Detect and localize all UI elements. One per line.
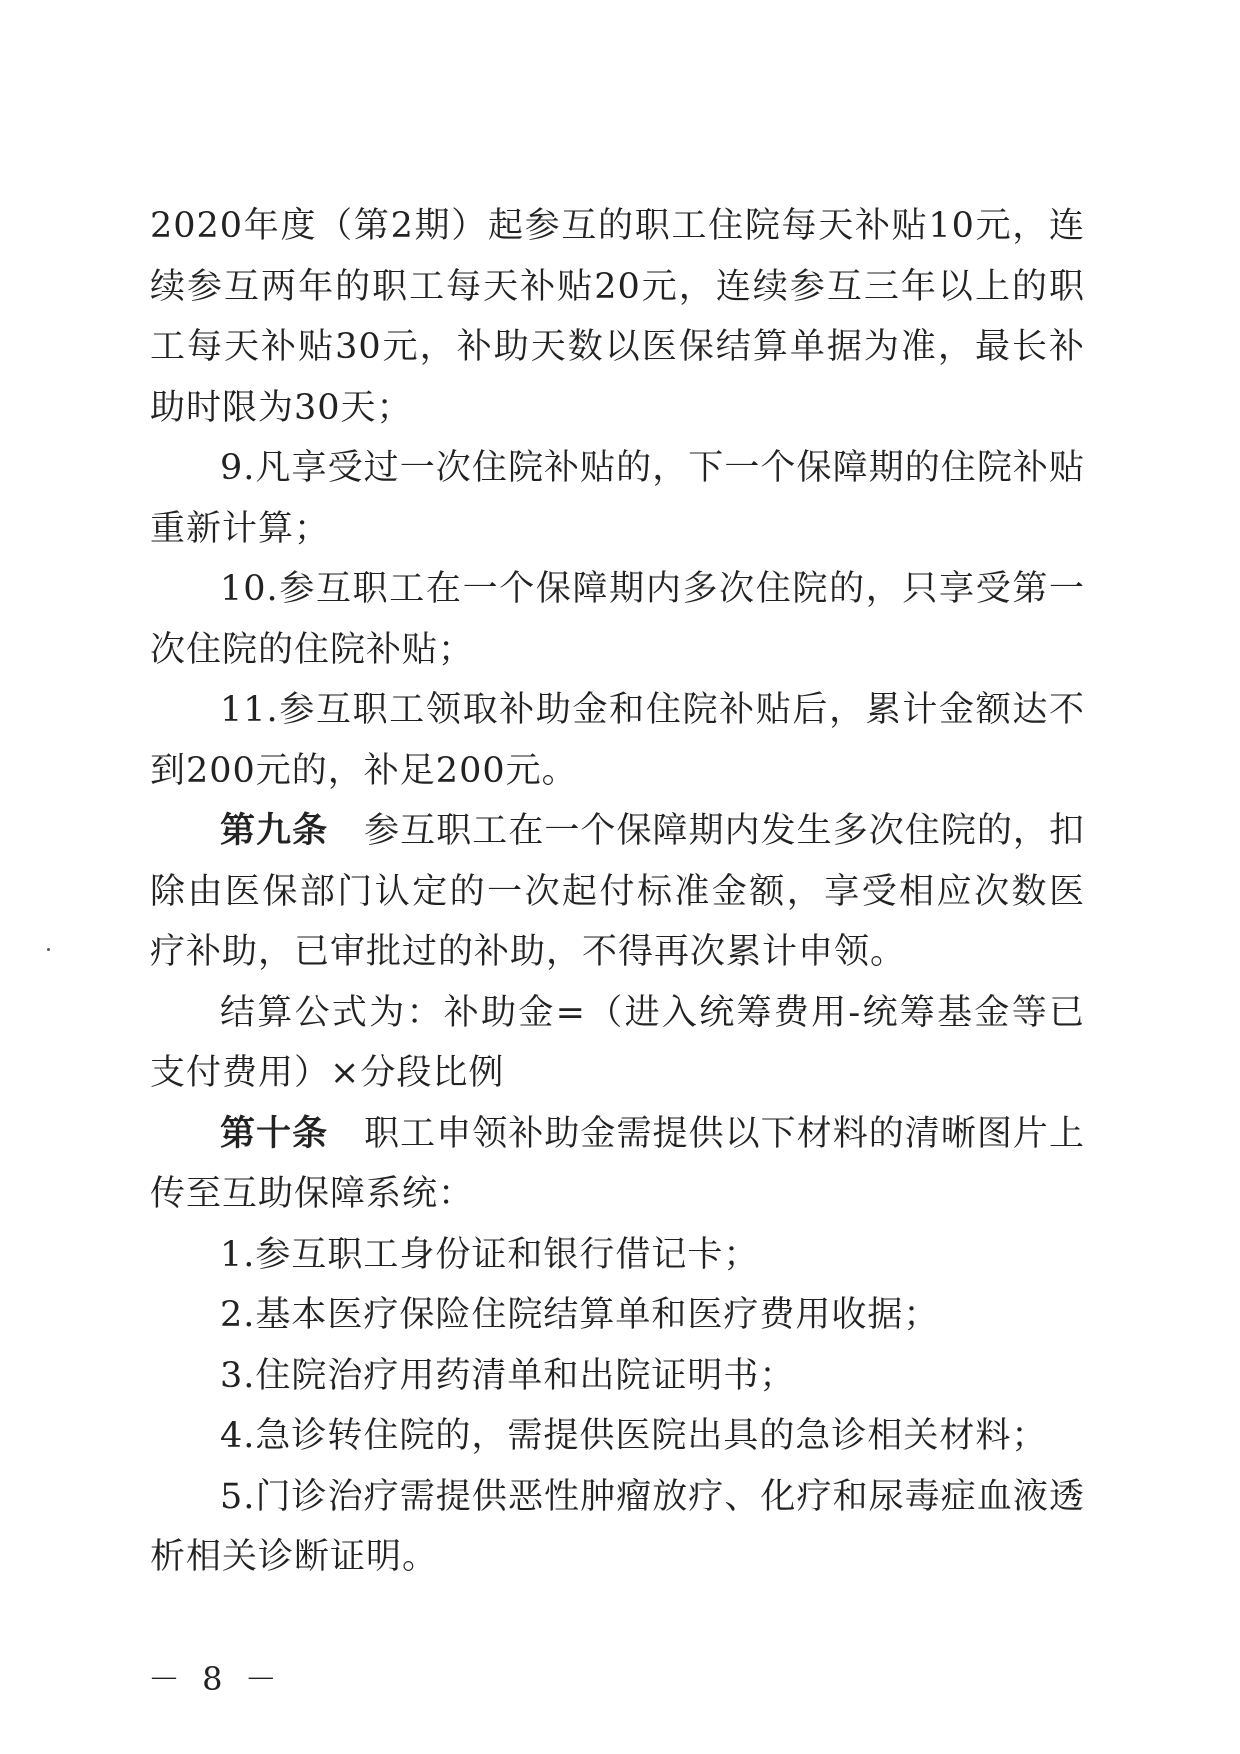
article-10-text: 职工申领补助金需提供以下材料的清晰图片上传至互助保障系统： [150,1113,1085,1214]
article-9 [150,801,1085,983]
article-10 [150,1104,1085,1225]
paragraph-daily-subsidy: 2020年度（第2期）起参互的职工住院每天补贴10元，连续参互两年的职工每天补贴20元，连续参互三年以上的职工每天补贴30元，补助天数以医保结算单据为准，最长补助时限为30天； [150,206,1085,428]
settlement-formula: 结算公式为：补助金=（进入统筹费用-统筹基金等已支付费用）×分段比例 [150,992,1085,1093]
article-9-text: 参互职工在一个保障期内发生多次住院的，扣除由医保部门认定的一次起付标准金额，享受相应次数医疗补助，已审批过的补助，不得再次累计申领。 [150,811,1085,972]
page-number: － 8 － [148,1660,283,1698]
material-item-4: 4.急诊转住院的，需提供医院出具的急诊相关材料； [220,1416,1048,1456]
article-10-heading: 第十条 [220,1112,329,1154]
paragraph-item-10: 10.参互职工在一个保障期内多次住院的，只享受第一次住院的住院补贴； [150,569,1085,670]
article-9-heading: 第九条 [220,810,329,851]
material-item-2: 2.基本医疗保险住院结算单和医疗费用收据； [220,1295,940,1335]
material-item-3: 3.住院治疗用药清单和出院证明书； [220,1355,796,1396]
scan-speck [47,948,50,951]
body-text [150,196,1085,1588]
material-item-1: 1.参互职工身份证和银行借记卡； [220,1234,760,1275]
paragraph-item-11: 11.参互职工领取补助金和住院补贴后，累计金额达不到200元的，补足200元。 [150,690,1085,791]
paragraph-item-9: 9.凡享受过一次住院补贴的，下一个保障期的住院补贴重新计算； [150,448,1085,549]
material-item-5: 5.门诊治疗需提供恶性肿瘤放疗、化疗和尿毒症血液透析相关诊断证明。 [150,1476,1085,1577]
